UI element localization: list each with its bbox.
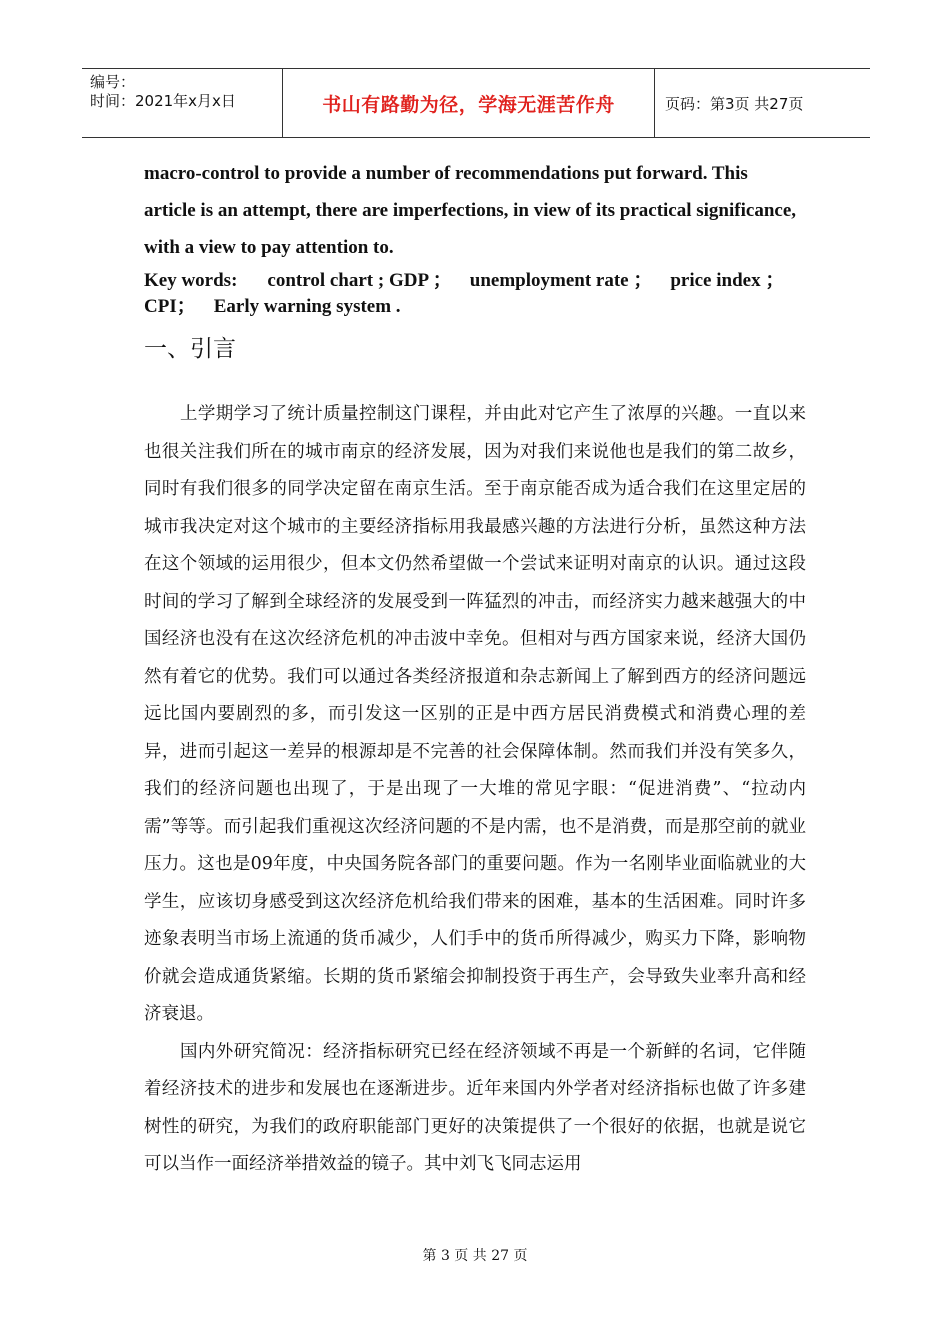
page-info: 页码：第3页 共27页 <box>665 94 804 113</box>
motto-text: 书山有路勤为径，学海无涯苦作舟 <box>322 93 615 116</box>
keywords-label: Key words: <box>144 270 238 291</box>
header-motto-cell <box>282 69 655 137</box>
page-footer: 第 3 页 共 27 页 <box>422 1248 528 1264</box>
keyword-item: control chart ; GDP ； <box>267 270 452 291</box>
abstract-line: article is an attempt, there are imperfections, in view of its practical significance, <box>144 200 797 221</box>
abstract-line: macro-control to provide a number of recommendations put forward. This <box>144 163 748 184</box>
abstract-line: with a view to pay attention to. <box>144 237 394 258</box>
section-heading: 一、引言 <box>144 336 236 362</box>
keyword-item: CPI； <box>144 296 196 317</box>
document-header <box>82 68 870 138</box>
paragraph: 上学期学习了统计质量控制这门课程，并由此对它产生了浓厚的兴趣。一直以来也很关注我们所在的城市南京的经济发展，因为对我们来说他也是我们的第二故乡，同时有我们很多的同学决定留在南京生活。至于南京能否成为适合我们在这里定居的城市我决定对这个城市的主要经济指标用我最感兴趣的方法进行分析，虽然这种方法在这个领域的运用很少，但本文仍然希望做一个尝试来证明对南京的认识。通过这段时间的学习了解到全球经济的发展受到一阵猛烈的冲击，而经济实力越来越强大的中国经济也没有在这次经济危机的冲击波中幸免。但相对与西方国家来说，经济大国仍然有着它的优势。我们可以通过各类经济报道和杂志新闻上了解到西方的经济问题远远比国内要剧烈的多，而引发这一区别的正是中西方居民消费模式和消费心理的差异，进而引起这一差异的根源却是不完善的社会保障体制。然而我们并没有笑多久，我们的经济问题也出现了，于是出现了一大堆的常见字眼：“促进消费”、“拉动内需”等等。而引起我们重视这次经济问题的不是内需，也不是消费，而是那空前的就业压力。这也是09年度，中央国务院各部门的重要问题。作为一名刚毕业面临就业的大学生，应该切身感受到这次经济危机给我们带来的困难，基本的生活困难。同时许多迹象表明当市场上流通的货币减少，人们手中的货币所得减少，购买力下降，影响物价就会造成通货紧缩。长期的货币紧缩会抑制投资于再生产，会导致失业率升高和经济衰退。 <box>144 404 806 1024</box>
keyword-item: Early warning system . <box>213 296 401 317</box>
keywords-block <box>144 268 806 320</box>
date-label: 时间：2021年x月x日 <box>90 92 236 110</box>
keyword-item: unemployment rate ； <box>469 270 653 291</box>
paragraph: 国内外研究简况：经济指标研究已经在经济领域不再是一个新鲜的名词，它伴随着经济技术的进步和发展也在逐渐进步。近年来国内外学者对经济指标也做了许多建树性的研究，为我们的政府职能部门更好的决策提供了一个很好的依据，也就是说它可以当作一面经济举措效益的镜子。其中刘飞飞同志运用 <box>144 1041 806 1174</box>
keyword-item: price index ； <box>670 270 785 291</box>
body-text <box>144 396 806 1184</box>
header-left-cell <box>82 69 282 137</box>
header-page-cell <box>655 69 870 137</box>
number-label: 编号： <box>90 73 136 91</box>
english-abstract <box>144 155 806 266</box>
